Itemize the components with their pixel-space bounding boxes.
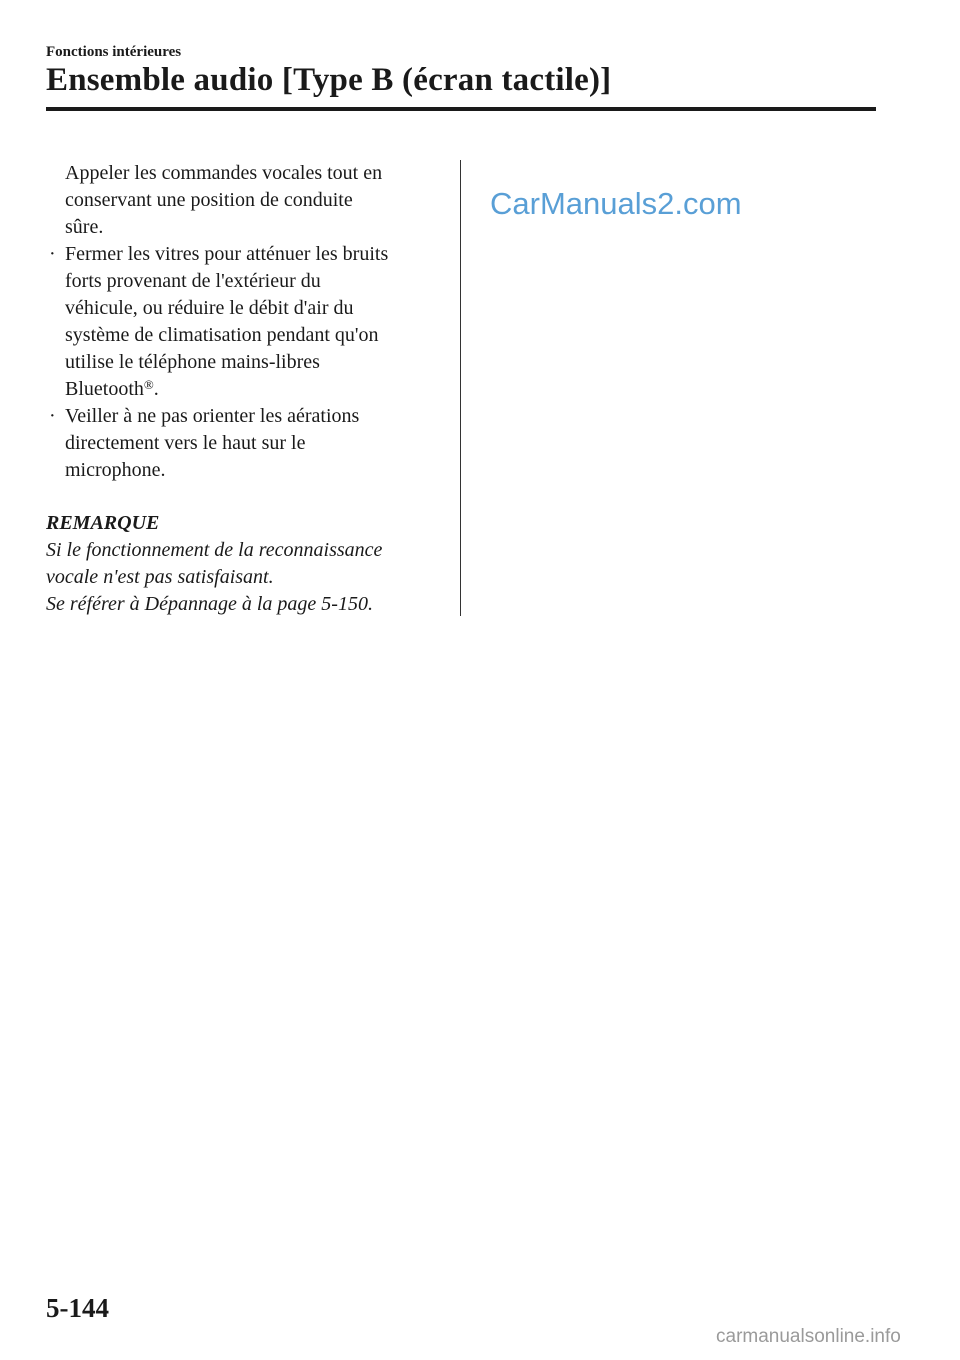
bluetooth-text: Bluetooth <box>65 378 144 400</box>
intro-line: Appeler les commandes vocales tout en <box>65 162 383 184</box>
note-line: vocale n'est pas satisfaisant. <box>46 566 274 588</box>
column-divider <box>460 160 461 616</box>
bullet-dot: · <box>49 405 56 427</box>
line-suffix: . <box>153 378 159 400</box>
bullet-dot: · <box>49 243 56 265</box>
bullet-line: utilise le téléphone mains-libres <box>65 351 320 373</box>
page-number: 5-144 <box>46 1293 109 1323</box>
bullet-line: forts provenant de l'extérieur du <box>65 270 321 292</box>
bullet-line: directement vers le haut sur le <box>65 432 306 454</box>
bullet-list <box>46 241 436 484</box>
note-line: Si le fonctionnement de la reconnaissance <box>46 539 383 561</box>
note-line: Se référer à Dépannage à la page 5-150. <box>46 593 373 615</box>
title-rule <box>46 107 876 111</box>
bullet-item-windows <box>46 241 436 403</box>
note-heading: REMARQUE <box>46 512 160 534</box>
watermark-top: CarManuals2.com <box>490 186 742 221</box>
bullet-line: Veiller à ne pas orienter les aérations <box>65 405 360 427</box>
registered-mark: ® <box>143 377 154 392</box>
intro-paragraph <box>46 160 436 241</box>
bullet-line: véhicule, ou réduire le débit d'air du <box>65 297 354 319</box>
bullet-line-bluetooth <box>65 376 436 403</box>
page-title: Ensemble audio [Type B (écran tactile)] <box>46 62 612 98</box>
intro-line: sûre. <box>65 216 104 238</box>
note-block <box>46 510 436 618</box>
bullet-line: microphone. <box>65 459 166 481</box>
intro-line: conservant une position de conduite <box>65 189 353 211</box>
bullet-item-vents <box>46 403 436 484</box>
left-column <box>46 160 436 618</box>
bullet-line: système de climatisation pendant qu'on <box>65 324 379 346</box>
watermark-bottom: carmanualsonline.info <box>716 1326 901 1347</box>
section-label: Fonctions intérieures <box>46 44 182 60</box>
bullet-line: Fermer les vitres pour atténuer les bruits <box>65 243 389 265</box>
